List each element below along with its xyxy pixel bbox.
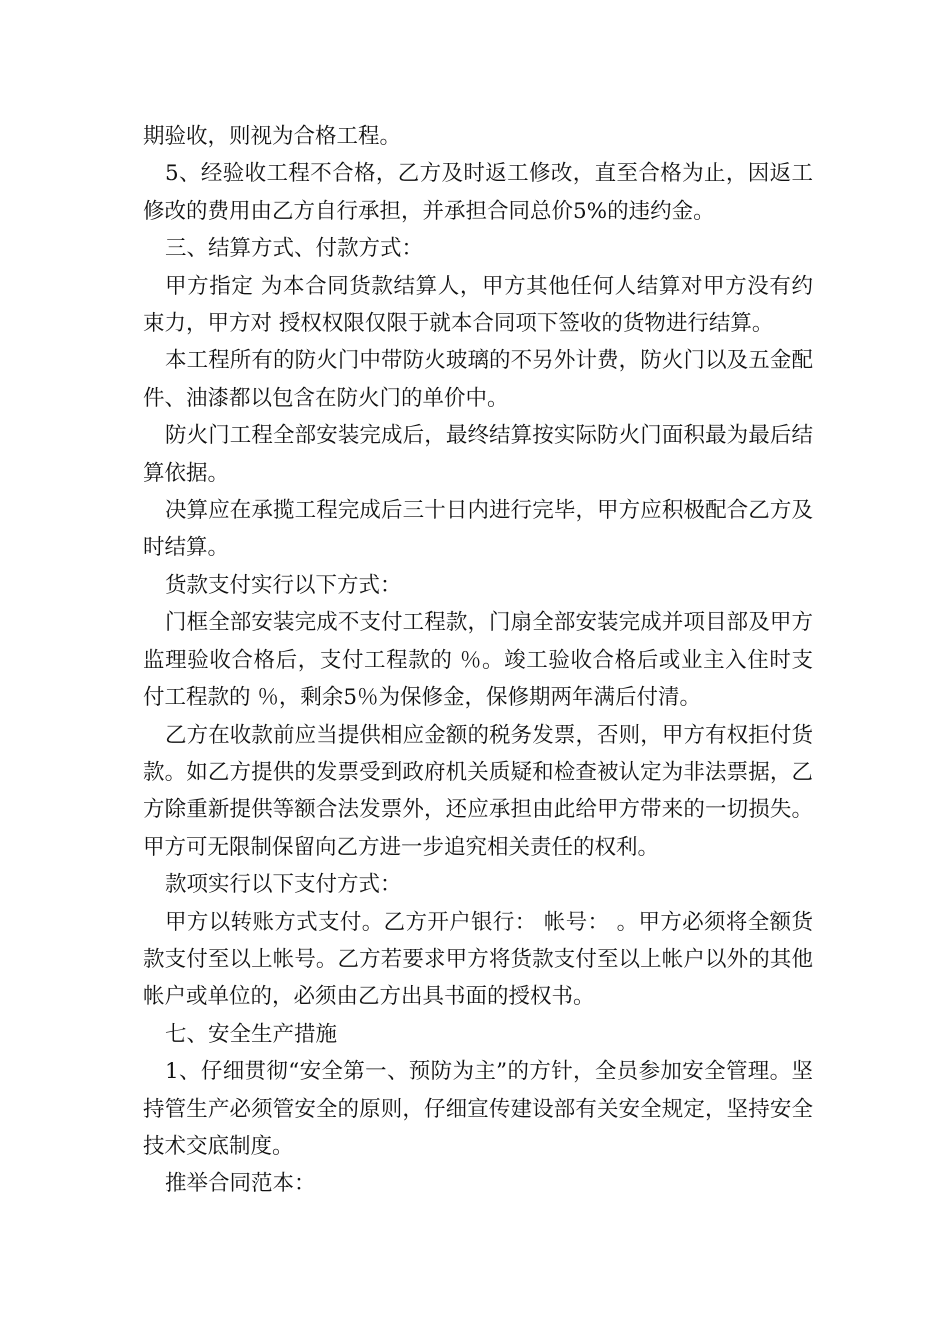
paragraph-9: 乙方在收款前应当提供相应金额的税务发票，否则，甲方有权拒付货款。如乙方提供的发票受到政府机关质疑和检查被认定为非法票据，乙方除重新提供等额合法发票外，还应承担由此给甲方带来的一切损失。甲方可无限制保留向乙方进一步追究相关责任的权利。 <box>143 722 813 860</box>
paragraph-10: 款项实行以下支付方式： <box>165 872 402 898</box>
paragraph-5: 防火门工程全部安装完成后，最终结算按实际防火门面积最为最后结算依据。 <box>143 423 813 486</box>
document-body <box>143 118 813 1203</box>
paragraph-7: 货款支付实行以下方式： <box>165 572 402 598</box>
paragraph-12: 1、仔细贯彻“安全第一、预防为主”的方针，全员参加安全管理。坚持管生产必须管安全的原则，仔细宣传建设部有关安全规定，坚持安全技术交底制度。 <box>143 1059 813 1159</box>
section-heading-safety: 七、安全生产措施 <box>165 1021 338 1047</box>
paragraph-13: 推举合同范本： <box>165 1171 316 1197</box>
section-heading-settlement: 三、结算方式、付款方式： <box>165 236 424 262</box>
paragraph-8: 门框全部安装完成不支付工程款，门扇全部安装完成并项目部及甲方监理验收合格后，支付工程款的 ％。竣工验收合格后或业主入住时支付工程款的 ％，剩余5％为保修金，保修期两年满后付清。 <box>143 610 813 711</box>
paragraph-4: 本工程所有的防火门中带防火玻璃的不另外计费，防火门以及五金配件、油漆都以包含在防火门的单价中。 <box>143 348 813 411</box>
paragraph-2: 5、经验收工程不合格，乙方及时返工修改，直至合格为止，因返工修改的费用由乙方自行承担，并承担合同总价5%的违约金。 <box>143 161 813 224</box>
paragraph-6: 决算应在承揽工程完成后三十日内进行完毕，甲方应积极配合乙方及时结算。 <box>143 498 813 561</box>
paragraph-11: 甲方以转账方式支付。乙方开户银行： 帐号： 。甲方必须将全额货款支付至以上帐号。乙方若要求甲方将货款支付至以上帐户以外的其他帐户或单位的，必须由乙方出具书面的授权书。 <box>143 909 813 1010</box>
paragraph-1: 期验收，则视为合格工程。 <box>143 124 402 149</box>
paragraph-3: 甲方指定 为本合同货款结算人，甲方其他任何人结算对甲方没有约束力，甲方对 授权权限仅限于就本合同项下签收的货物进行结算。 <box>143 273 813 337</box>
